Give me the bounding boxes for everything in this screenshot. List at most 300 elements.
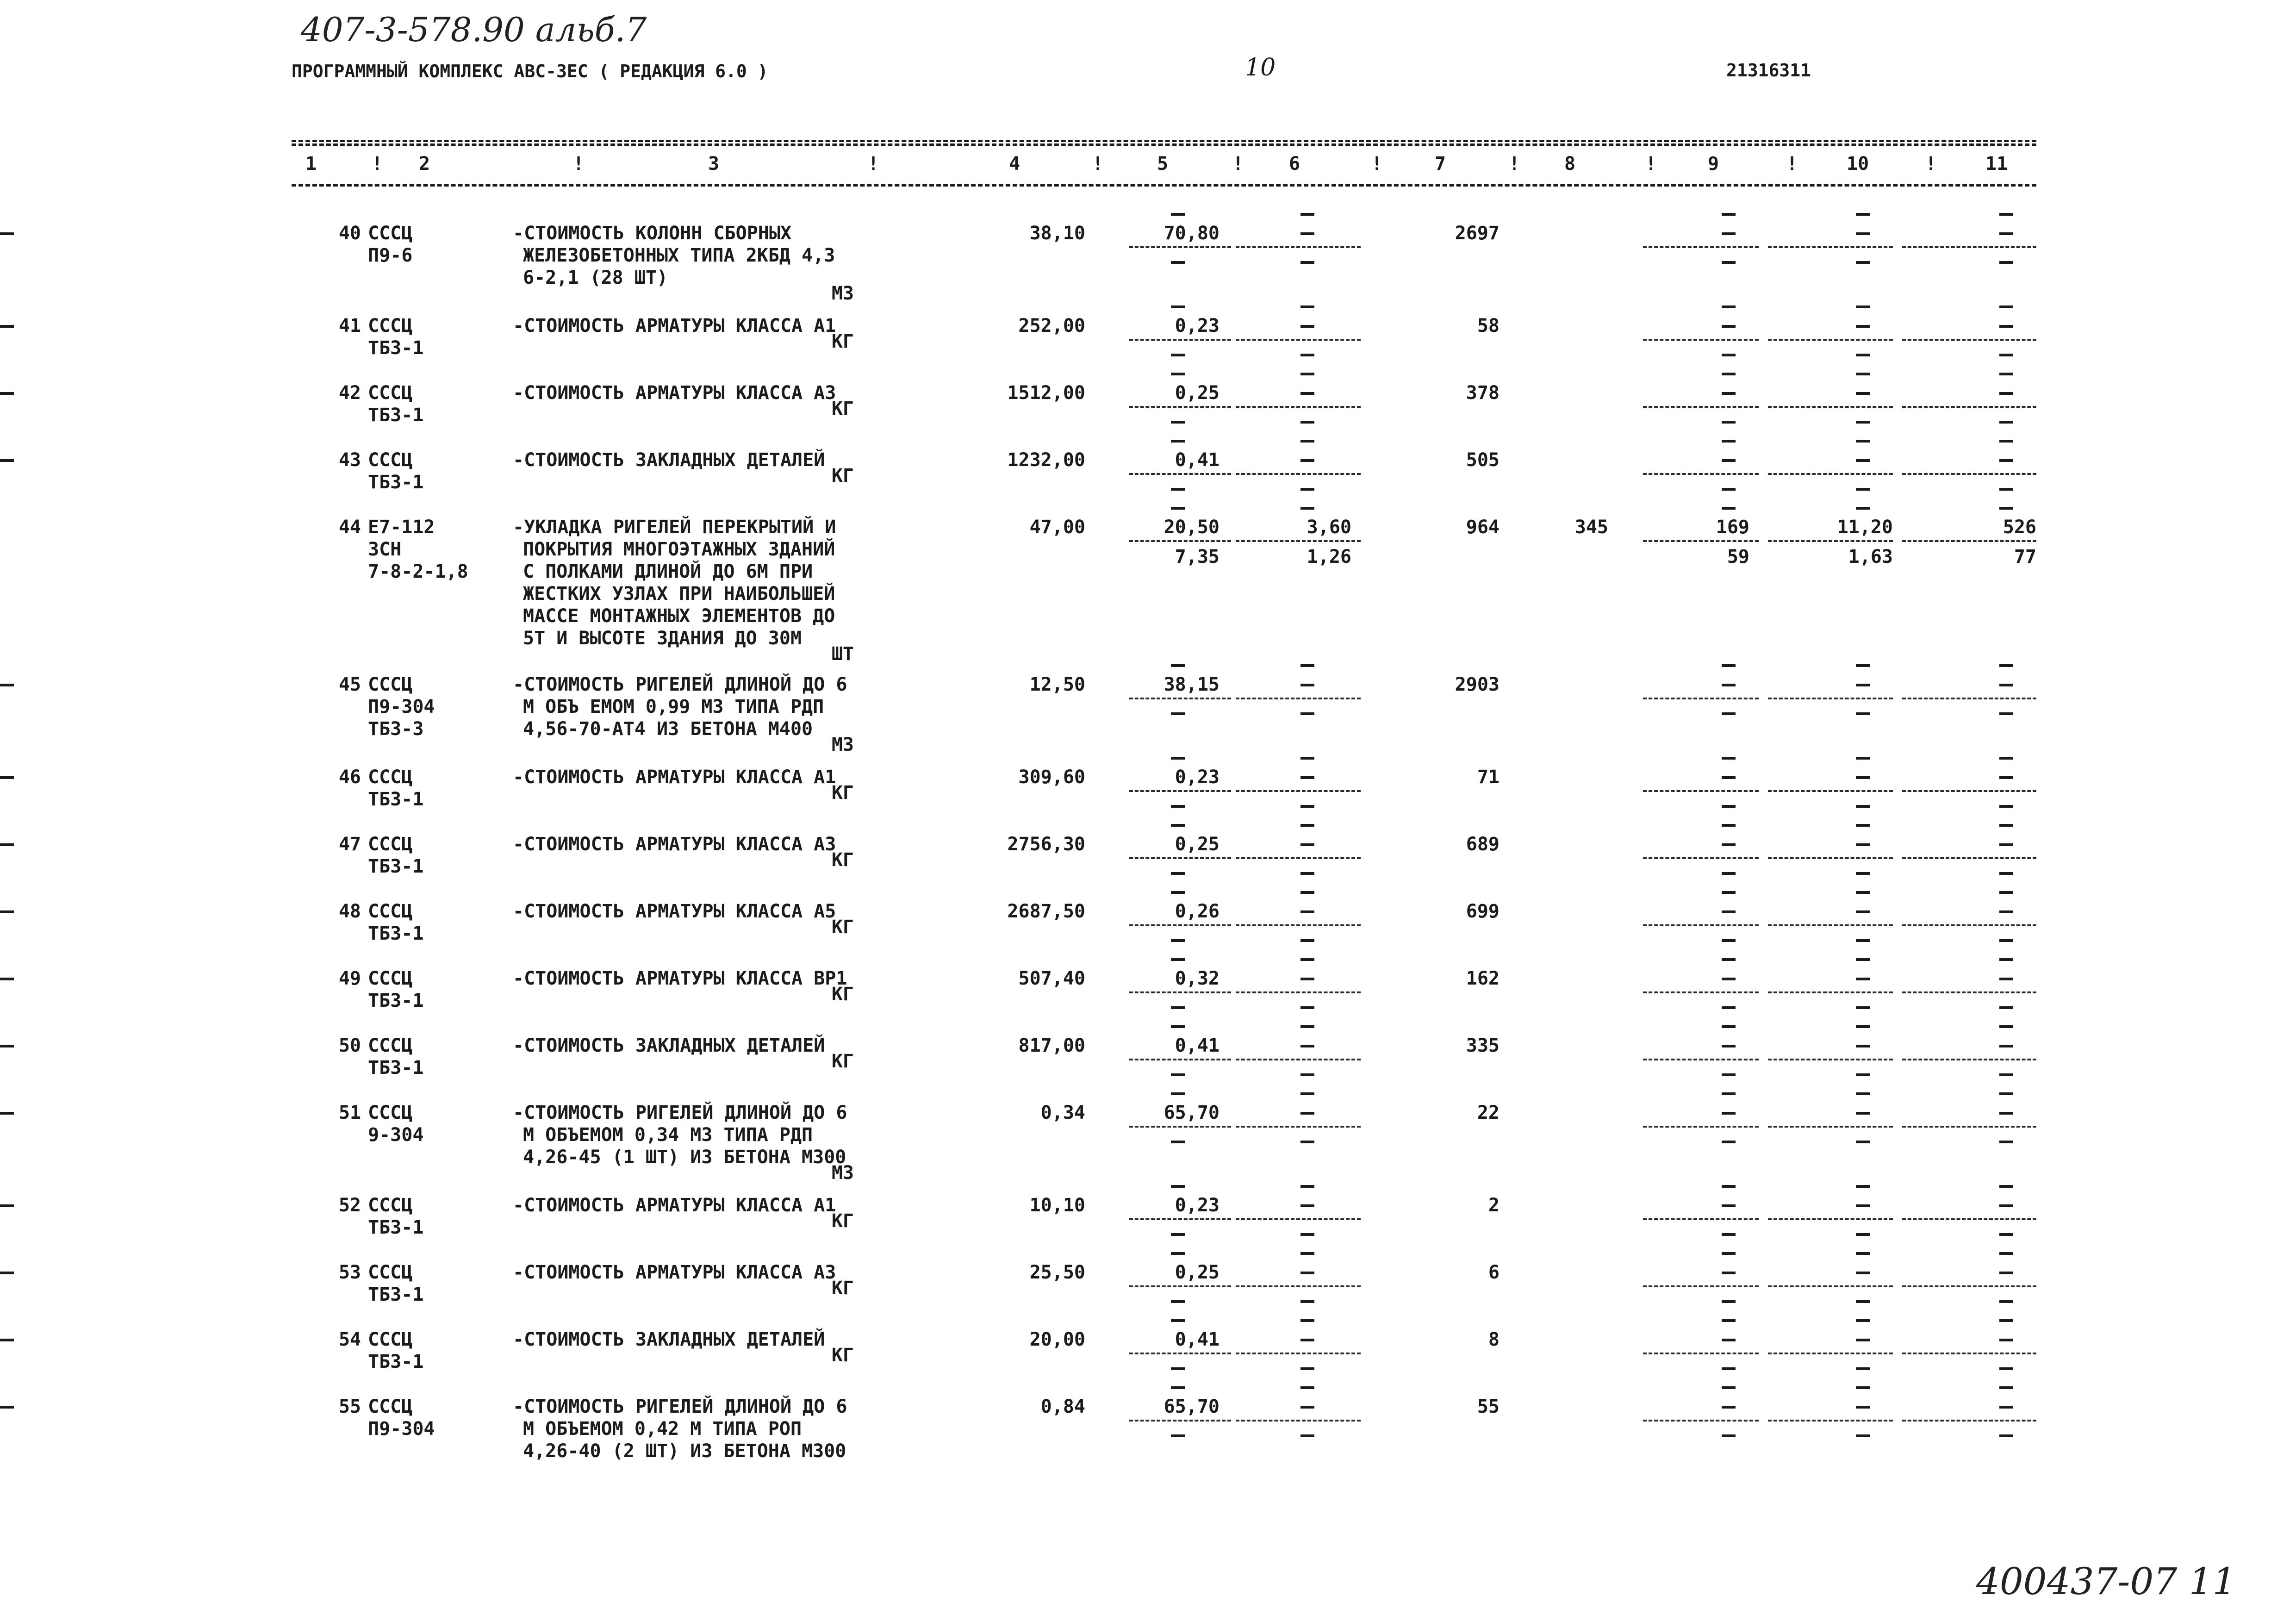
cell-underline: [1768, 1353, 1893, 1354]
empty-cell-dash: [1999, 1339, 2013, 1341]
row-number: 54: [338, 1329, 361, 1350]
cell-marker-dash: [1171, 939, 1185, 942]
item-code: СССЦ: [368, 1035, 413, 1056]
cell-marker-dash: [1300, 891, 1314, 894]
cell-marker-dash: [1999, 213, 2013, 216]
cell-marker-dash: [1722, 1386, 1736, 1389]
cell-marker-dash: [1856, 824, 1870, 827]
empty-cell-dash: [0, 910, 14, 913]
item-code: ТБЗ-1: [368, 789, 424, 810]
empty-cell-dash: [1300, 843, 1314, 846]
cell-marker-dash: [1171, 440, 1185, 443]
cell-underline: [1236, 339, 1361, 341]
cell-marker-dash: [1171, 1386, 1185, 1389]
empty-cell-dash: [1856, 325, 1870, 328]
cost-value: 6: [1488, 1262, 1500, 1283]
cell-marker-dash: [1300, 1434, 1314, 1437]
cell-marker-dash: [1999, 712, 2013, 715]
row-number: 46: [338, 767, 361, 788]
cell-marker-dash: [1856, 1434, 1870, 1437]
empty-cell-dash: [0, 843, 14, 846]
cell-underline: [1129, 1218, 1231, 1220]
cell-marker-dash: [1300, 421, 1314, 424]
cost-value: 65,70: [1164, 1102, 1220, 1123]
cost-value: 0,23: [1175, 767, 1220, 788]
cell-marker-dash: [1856, 1025, 1870, 1028]
cell-marker-dash: [1171, 421, 1185, 424]
cell-marker-dash: [1722, 1434, 1736, 1437]
cell-marker-dash: [1999, 872, 2013, 875]
column-separator: !: [1232, 153, 1244, 175]
empty-cell-dash: [1856, 776, 1870, 779]
row-number: 47: [338, 834, 361, 855]
empty-cell-dash: [1722, 1112, 1736, 1115]
cost-value: 0,25: [1175, 382, 1220, 404]
unit-of-measure: М3: [831, 283, 854, 304]
cost-value: 2697: [1455, 223, 1500, 244]
cell-marker-dash: [1300, 507, 1314, 510]
item-code: Е7-112: [368, 517, 435, 538]
item-code: СССЦ: [368, 382, 413, 404]
unit-of-measure: КГ: [831, 1051, 854, 1072]
empty-cell-dash: [1856, 392, 1870, 395]
empty-cell-dash: [0, 232, 14, 235]
empty-cell-dash: [1722, 325, 1736, 328]
cell-marker-dash: [1300, 1025, 1314, 1028]
item-description: -СТОИМОСТЬ РИГЕЛЕЙ ДЛИНОЙ ДО 6: [513, 674, 847, 695]
unit-of-measure: КГ: [831, 1278, 854, 1299]
cell-marker-dash: [1856, 1185, 1870, 1188]
cell-marker-dash: [1999, 305, 2013, 308]
cell-marker-dash: [1856, 1006, 1870, 1009]
column-number: 11: [1985, 153, 2008, 175]
cost-value: 335: [1466, 1035, 1500, 1056]
cell-marker-dash: [1999, 1386, 2013, 1389]
cell-marker-dash: [1171, 1300, 1185, 1303]
cell-marker-dash: [1171, 872, 1185, 875]
column-number: 8: [1564, 153, 1576, 175]
cell-underline: [1902, 991, 2036, 993]
unit-of-measure: М3: [831, 734, 854, 755]
cell-marker-dash: [1856, 1300, 1870, 1303]
empty-cell-dash: [0, 459, 14, 462]
item-code: ТБЗ-1: [368, 1217, 424, 1238]
column-separator: !: [1786, 153, 1798, 175]
cell-marker-dash: [1722, 213, 1736, 216]
unit-of-measure: КГ: [831, 916, 854, 938]
cost-value: 11,20: [1837, 517, 1893, 538]
empty-cell-dash: [1999, 776, 2013, 779]
cell-marker-dash: [1171, 891, 1185, 894]
item-description: ПОКРЫТИЯ МНОГОЭТАЖНЫХ ЗДАНИЙ: [523, 539, 835, 560]
cost-value: 0,41: [1175, 449, 1220, 471]
cell-underline: [1902, 1059, 2036, 1060]
empty-cell-dash: [1722, 776, 1736, 779]
program-title: ПРОГРАММНЫЙ КОМПЛЕКС АВС-ЗЕС ( РЕДАКЦИЯ 6.0 ): [292, 61, 768, 81]
cell-marker-dash: [1300, 1141, 1314, 1143]
column-number: 1: [305, 153, 317, 175]
cell-marker-dash: [1300, 373, 1314, 375]
cell-marker-dash: [1171, 1141, 1185, 1143]
cell-underline: [1643, 1285, 1759, 1287]
item-code: ТБЗ-1: [368, 472, 424, 493]
cost-value: 162: [1466, 968, 1500, 989]
cell-marker-dash: [1171, 958, 1185, 961]
cell-marker-dash: [1856, 757, 1870, 760]
column-separator: !: [1509, 153, 1520, 175]
cell-marker-dash: [1300, 939, 1314, 942]
cell-underline: [1902, 1353, 2036, 1354]
cell-underline: [1129, 991, 1231, 993]
cell-marker-dash: [1856, 305, 1870, 308]
cell-underline: [1768, 991, 1893, 993]
column-number: 5: [1157, 153, 1169, 175]
cell-underline: [1129, 924, 1231, 926]
empty-cell-dash: [1999, 1045, 2013, 1047]
cell-marker-dash: [1999, 488, 2013, 491]
cell-marker-dash: [1722, 305, 1736, 308]
cell-underline: [1768, 1420, 1893, 1421]
cell-underline: [1643, 790, 1759, 792]
empty-cell-dash: [1722, 910, 1736, 913]
cell-marker-dash: [1722, 757, 1736, 760]
cell-underline: [1236, 1420, 1361, 1421]
cell-marker-dash: [1171, 1434, 1185, 1437]
empty-cell-dash: [1999, 843, 2013, 846]
empty-cell-dash: [1722, 978, 1736, 980]
cell-underline: [1236, 540, 1361, 542]
cost-secondary-value: 77: [2014, 546, 2036, 567]
item-description: -СТОИМОСТЬ АРМАТУРЫ КЛАССА А5: [513, 901, 836, 922]
column-separator: !: [573, 153, 585, 175]
empty-cell-dash: [1999, 1406, 2013, 1409]
cost-value: 0,25: [1175, 834, 1220, 855]
quantity-value: 38,10: [1029, 223, 1085, 244]
cell-underline: [1768, 473, 1893, 475]
cell-underline: [1129, 540, 1231, 542]
item-description: -СТОИМОСТЬ ЗАКЛАДНЫХ ДЕТАЛЕЙ: [513, 1329, 825, 1350]
empty-cell-dash: [1300, 1272, 1314, 1274]
cell-marker-dash: [1856, 872, 1870, 875]
cell-underline: [1902, 540, 2036, 542]
cell-marker-dash: [1171, 1073, 1185, 1076]
cell-underline: [1643, 540, 1759, 542]
row-number: 55: [338, 1396, 361, 1417]
item-code: СССЦ: [368, 1329, 413, 1350]
item-code: СССЦ: [368, 767, 413, 788]
cell-underline: [1129, 857, 1231, 859]
quantity-value: 12,50: [1029, 674, 1085, 695]
cell-underline: [1902, 1218, 2036, 1220]
cell-marker-dash: [1300, 712, 1314, 715]
unit-of-measure: КГ: [831, 465, 854, 486]
item-code: ТБЗ-3: [368, 718, 424, 740]
cell-underline: [1129, 339, 1231, 341]
cell-marker-dash: [1999, 1233, 2013, 1236]
cost-value: 0,41: [1175, 1035, 1220, 1056]
cell-marker-dash: [1171, 1092, 1185, 1095]
cell-marker-dash: [1300, 261, 1314, 264]
cell-marker-dash: [1722, 1073, 1736, 1076]
item-code: ТБЗ-1: [368, 1057, 424, 1079]
item-code: СССЦ: [368, 901, 413, 922]
cell-marker-dash: [1999, 1141, 2013, 1143]
cost-value: 0,23: [1175, 1195, 1220, 1216]
cell-underline: [1236, 698, 1361, 699]
unit-of-measure: ШТ: [831, 643, 854, 665]
cost-value: 2903: [1455, 674, 1500, 695]
item-code: П9-6: [368, 245, 413, 266]
cell-marker-dash: [1856, 664, 1870, 667]
unit-of-measure: КГ: [831, 398, 854, 419]
cell-underline: [1768, 339, 1893, 341]
row-number: 49: [338, 968, 361, 989]
cell-marker-dash: [1722, 958, 1736, 961]
cell-marker-dash: [1300, 1233, 1314, 1236]
empty-cell-dash: [1300, 232, 1314, 235]
empty-cell-dash: [1999, 978, 2013, 980]
cell-marker-dash: [1171, 1319, 1185, 1322]
cell-underline: [1129, 790, 1231, 792]
empty-cell-dash: [1300, 325, 1314, 328]
cell-marker-dash: [1856, 1252, 1870, 1255]
cost-secondary-value: 59: [1727, 546, 1749, 567]
cost-value: 0,41: [1175, 1329, 1220, 1350]
cell-underline: [1643, 991, 1759, 993]
cost-value: 2: [1488, 1195, 1500, 1216]
cell-underline: [1902, 1126, 2036, 1128]
row-number: 43: [338, 449, 361, 471]
table-header-bottom-rule: [292, 184, 2036, 187]
cell-marker-dash: [1722, 1092, 1736, 1095]
cell-marker-dash: [1300, 440, 1314, 443]
cell-underline: [1236, 991, 1361, 993]
cell-marker-dash: [1722, 421, 1736, 424]
empty-cell-dash: [0, 684, 14, 686]
cell-marker-dash: [1171, 664, 1185, 667]
item-code: ЗСН: [368, 539, 402, 560]
cell-marker-dash: [1300, 1367, 1314, 1370]
cell-marker-dash: [1722, 872, 1736, 875]
item-description: 4,56-70-АТ4 ИЗ БЕТОНА М400: [523, 718, 813, 740]
cost-value: 65,70: [1164, 1396, 1220, 1417]
cell-marker-dash: [1856, 507, 1870, 510]
cell-marker-dash: [1722, 1300, 1736, 1303]
cell-underline: [1768, 540, 1893, 542]
empty-cell-dash: [0, 1045, 14, 1047]
empty-cell-dash: [1722, 1339, 1736, 1341]
cell-marker-dash: [1300, 824, 1314, 827]
cell-marker-dash: [1999, 1006, 2013, 1009]
cell-marker-dash: [1999, 1092, 2013, 1095]
cell-marker-dash: [1171, 213, 1185, 216]
cell-marker-dash: [1999, 1185, 2013, 1188]
cell-marker-dash: [1999, 373, 2013, 375]
cell-underline: [1643, 1126, 1759, 1128]
row-number: 53: [338, 1262, 361, 1283]
empty-cell-dash: [1300, 459, 1314, 462]
cell-marker-dash: [1999, 1073, 2013, 1076]
empty-cell-dash: [1300, 1112, 1314, 1115]
cost-value: 22: [1477, 1102, 1500, 1123]
cell-marker-dash: [1856, 891, 1870, 894]
column-separator: !: [1092, 153, 1104, 175]
item-description: 5Т И ВЫСОТЕ ЗДАНИЯ ДО 30М: [523, 628, 802, 649]
cell-marker-dash: [1999, 1025, 2013, 1028]
empty-cell-dash: [1856, 1112, 1870, 1115]
cell-marker-dash: [1722, 1233, 1736, 1236]
cell-marker-dash: [1300, 354, 1314, 356]
empty-cell-dash: [1856, 1045, 1870, 1047]
cell-underline: [1643, 1059, 1759, 1060]
cell-marker-dash: [1999, 805, 2013, 808]
cell-underline: [1768, 246, 1893, 248]
cost-secondary-value: 1,63: [1848, 546, 1893, 567]
column-separator: !: [372, 153, 383, 175]
unit-of-measure: КГ: [831, 782, 854, 804]
empty-cell-dash: [1856, 232, 1870, 235]
row-number: 40: [338, 223, 361, 244]
cell-underline: [1643, 246, 1759, 248]
item-code: СССЦ: [368, 1195, 413, 1216]
empty-cell-dash: [1856, 1204, 1870, 1207]
cell-marker-dash: [1722, 1319, 1736, 1322]
cell-marker-dash: [1722, 939, 1736, 942]
cost-value: 378: [1466, 382, 1500, 404]
quantity-value: 1512,00: [1007, 382, 1085, 404]
item-code: СССЦ: [368, 968, 413, 989]
cell-marker-dash: [1999, 824, 2013, 827]
cell-underline: [1768, 1126, 1893, 1128]
empty-cell-dash: [1999, 232, 2013, 235]
item-description: МАССЕ МОНТАЖНЫХ ЭЛЕМЕНТОВ ДО: [523, 605, 835, 627]
cell-underline: [1902, 339, 2036, 341]
empty-cell-dash: [1856, 978, 1870, 980]
empty-cell-dash: [1856, 1339, 1870, 1341]
cell-underline: [1236, 1285, 1361, 1287]
cell-marker-dash: [1300, 1319, 1314, 1322]
cell-underline: [1129, 1420, 1231, 1421]
item-description: -СТОИМОСТЬ АРМАТУРЫ КЛАССА АЗ: [513, 1262, 836, 1283]
cell-underline: [1902, 924, 2036, 926]
cell-marker-dash: [1999, 891, 2013, 894]
empty-cell-dash: [0, 1406, 14, 1409]
empty-cell-dash: [0, 776, 14, 779]
cell-marker-dash: [1300, 1006, 1314, 1009]
cost-value: 55: [1477, 1396, 1500, 1417]
cost-value: 70,80: [1164, 223, 1220, 244]
empty-cell-dash: [0, 1112, 14, 1115]
item-description: -СТОИМОСТЬ АРМАТУРЫ КЛАССА А1: [513, 767, 836, 788]
unit-of-measure: КГ: [831, 984, 854, 1005]
cell-marker-dash: [1856, 1141, 1870, 1143]
cell-underline: [1902, 1285, 2036, 1287]
cell-underline: [1129, 473, 1231, 475]
cell-underline: [1643, 698, 1759, 699]
item-description: М ОБЪЕМОМ 0,42 М ТИПА РОП: [523, 1418, 802, 1440]
empty-cell-dash: [0, 1204, 14, 1207]
row-number: 48: [338, 901, 361, 922]
cell-marker-dash: [1722, 664, 1736, 667]
item-code: П9-304: [368, 696, 435, 717]
cell-underline: [1236, 857, 1361, 859]
item-code: ТБЗ-1: [368, 856, 424, 877]
item-description: -СТОИМОСТЬ ЗАКЛАДНЫХ ДЕТАЛЕЙ: [513, 449, 825, 471]
cell-underline: [1236, 1218, 1361, 1220]
item-description: 6-2,1 (28 ШТ): [523, 267, 668, 288]
cell-underline: [1236, 1126, 1361, 1128]
cell-marker-dash: [1300, 488, 1314, 491]
cell-marker-dash: [1856, 1092, 1870, 1095]
cell-marker-dash: [1722, 1185, 1736, 1188]
cell-marker-dash: [1722, 373, 1736, 375]
cell-underline: [1236, 1059, 1361, 1060]
cost-value: 8: [1488, 1329, 1500, 1350]
unit-of-measure: КГ: [831, 1210, 854, 1232]
cell-marker-dash: [1300, 958, 1314, 961]
item-code: ТБЗ-1: [368, 1351, 424, 1372]
cell-underline: [1643, 339, 1759, 341]
cell-underline: [1236, 924, 1361, 926]
row-number: 50: [338, 1035, 361, 1056]
item-code: СССЦ: [368, 1262, 413, 1283]
cell-underline: [1129, 1285, 1231, 1287]
cost-value: 0,26: [1175, 901, 1220, 922]
cell-underline: [1129, 1353, 1231, 1354]
item-code: СССЦ: [368, 1396, 413, 1417]
item-description: М ОБЪ ЕМОМ 0,99 М3 ТИПА РДП: [523, 696, 824, 717]
quantity-value: 252,00: [1018, 315, 1085, 337]
row-number: 42: [338, 382, 361, 404]
empty-cell-dash: [1999, 459, 2013, 462]
cell-marker-dash: [1300, 1386, 1314, 1389]
item-description: -СТОИМОСТЬ АРМАТУРЫ КЛАССА А1: [513, 315, 836, 337]
empty-cell-dash: [1999, 684, 2013, 686]
cell-underline: [1129, 1126, 1231, 1128]
cell-marker-dash: [1722, 261, 1736, 264]
cell-marker-dash: [1999, 1367, 2013, 1370]
empty-cell-dash: [1856, 1406, 1870, 1409]
column-number: 4: [1009, 153, 1020, 175]
cell-marker-dash: [1300, 1252, 1314, 1255]
cell-marker-dash: [1856, 1073, 1870, 1076]
cell-marker-dash: [1722, 1252, 1736, 1255]
cell-underline: [1902, 246, 2036, 248]
cost-value: 345: [1574, 517, 1608, 538]
item-description: -УКЛАДКА РИГЕЛЕЙ ПЕРЕКРЫТИЙ И: [513, 517, 836, 538]
item-description: М ОБЪЕМОМ 0,34 М3 ТИПА РДП: [523, 1124, 813, 1146]
cell-marker-dash: [1856, 354, 1870, 356]
column-separator: !: [1645, 153, 1657, 175]
item-description: -СТОИМОСТЬ АРМАТУРЫ КЛАССА А1: [513, 1195, 836, 1216]
empty-cell-dash: [1856, 459, 1870, 462]
quantity-value: 309,60: [1018, 767, 1085, 788]
empty-cell-dash: [1722, 1204, 1736, 1207]
empty-cell-dash: [1722, 843, 1736, 846]
row-number: 51: [338, 1102, 361, 1123]
cost-value: 505: [1466, 449, 1500, 471]
cell-marker-dash: [1171, 1233, 1185, 1236]
empty-cell-dash: [1300, 910, 1314, 913]
table-header-inner-rule: [292, 143, 2036, 146]
cell-underline: [1643, 1353, 1759, 1354]
quantity-value: 20,00: [1029, 1329, 1085, 1350]
empty-cell-dash: [1856, 1272, 1870, 1274]
cell-marker-dash: [1722, 891, 1736, 894]
item-description: -СТОИМОСТЬ КОЛОНН СБОРНЫХ: [513, 223, 792, 244]
cell-marker-dash: [1999, 354, 2013, 356]
page-number: 10: [1245, 54, 1276, 81]
